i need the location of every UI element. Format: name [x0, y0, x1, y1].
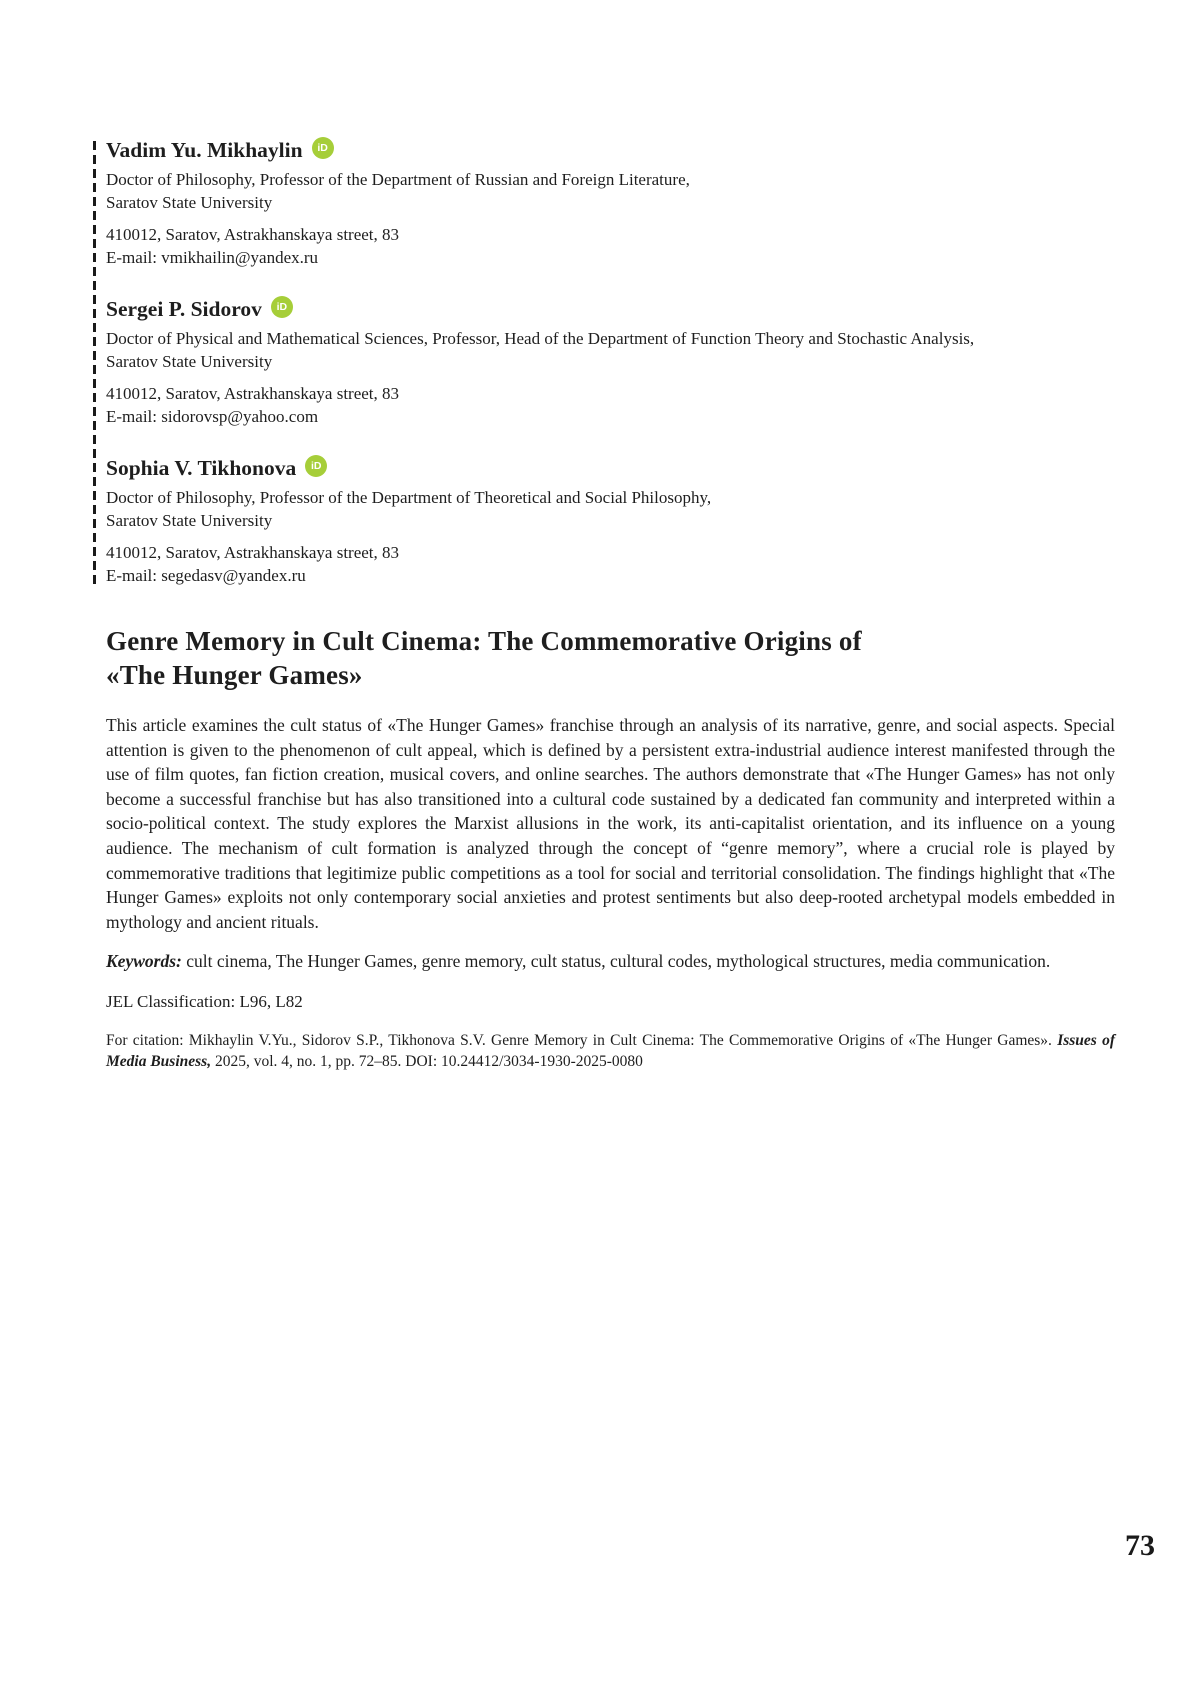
author-address: 410012, Saratov, Astrakhanskaya street, 83	[106, 384, 400, 403]
author-role: Doctor of Philosophy, Professor of the Department of Theoretical and Social Philosophy,	[106, 488, 712, 507]
author-address: 410012, Saratov, Astrakhanskaya street, 83	[106, 543, 400, 562]
page	[106, 0, 1115, 1073]
abstract-text: This article examines the cult status of «The Hunger Games» franchise through an analysis of its narrative, genre, and social aspects. Special attention is given to the phenomenon of cult appeal, which is defined by a persistent extra-industrial audience interest manifested through the use of film quotes, fan fiction creation, musical covers, and online searches. The authors demonstrate that «The Hunger Games» has not only become a successful franchise but has also transitioned into a cultural code sustained by a dedicated fan community and interpreted within a socio-political context. The study explores the Marxist allusions in the work, its anti-capitalist orientation, and its influence on a young audience. The mechanism of cult formation is analyzed through the concept of “genre memory”, where a crucial role is played by commemorative traditions that legitimize public competitions as a tool for social and territorial consolidation. The findings highlight that «The Hunger Games» exploits not only contemporary social anxieties and protest sentiments but also deep-rooted archetypal models embedded in mythology and ancient rituals.	[106, 715, 1115, 932]
citation-line	[106, 1030, 1115, 1073]
authors-divider	[93, 141, 96, 587]
citation-label: For citation:	[106, 1031, 184, 1049]
authors-section	[106, 137, 1115, 587]
keywords-text: cult cinema, The Hunger Games, genre memory, cult status, cultural codes, mythological structures, media communication.	[186, 951, 1051, 972]
jel-classification: JEL Classification: L96, L82	[106, 991, 303, 1011]
author-name: Sergei P. Sidorov	[106, 297, 262, 321]
author-university: Saratov State University	[106, 511, 273, 530]
author-role: Doctor of Philosophy, Professor of the Department of Russian and Foreign Literature,	[106, 170, 690, 189]
author-email: E-mail: segedasv@yandex.ru	[106, 566, 306, 585]
author-email: E-mail: vmikhailin@yandex.ru	[106, 248, 319, 267]
citation-authors-title: Mikhaylin V.Yu., Sidorov S.P., Tikhonova S.V. Genre Memory in Cult Cinema: The Commemorative Origins of «The Hunger Games».	[188, 1031, 1052, 1049]
page-number: 73	[1125, 1529, 1155, 1562]
citation-journal: Issues of Media Business,	[106, 1031, 1116, 1071]
author-name: Sophia V. Tikhonova	[106, 456, 297, 480]
keywords-line	[106, 949, 1115, 974]
article-title-line1: Genre Memory in Cult Cinema: The Commemorative Origins of	[106, 626, 862, 656]
author-name: Vadim Yu. Mikhaylin	[106, 138, 303, 162]
article-title	[106, 624, 1115, 692]
author-role: Doctor of Physical and Mathematical Sciences, Professor, Head of the Department of Function Theory and Stochastic Analysis,	[106, 329, 975, 348]
author-block	[106, 137, 1115, 269]
orcid-icon[interactable]: iD	[271, 296, 293, 318]
citation-details: 2025, vol. 4, no. 1, pp. 72–85. DOI: 10.24412/3034-1930-2025-0080	[214, 1053, 643, 1071]
keywords-label: Keywords:	[106, 951, 182, 972]
orcid-icon[interactable]: iD	[312, 137, 334, 159]
author-address: 410012, Saratov, Astrakhanskaya street, 83	[106, 225, 400, 244]
author-block	[106, 455, 1115, 587]
author-university: Saratov State University	[106, 352, 273, 371]
article-title-line2: «The Hunger Games»	[106, 660, 363, 690]
author-university: Saratov State University	[106, 193, 273, 212]
author-email: E-mail: sidorovsp@yahoo.com	[106, 407, 319, 426]
orcid-icon[interactable]: iD	[305, 455, 327, 477]
author-block	[106, 296, 1115, 428]
